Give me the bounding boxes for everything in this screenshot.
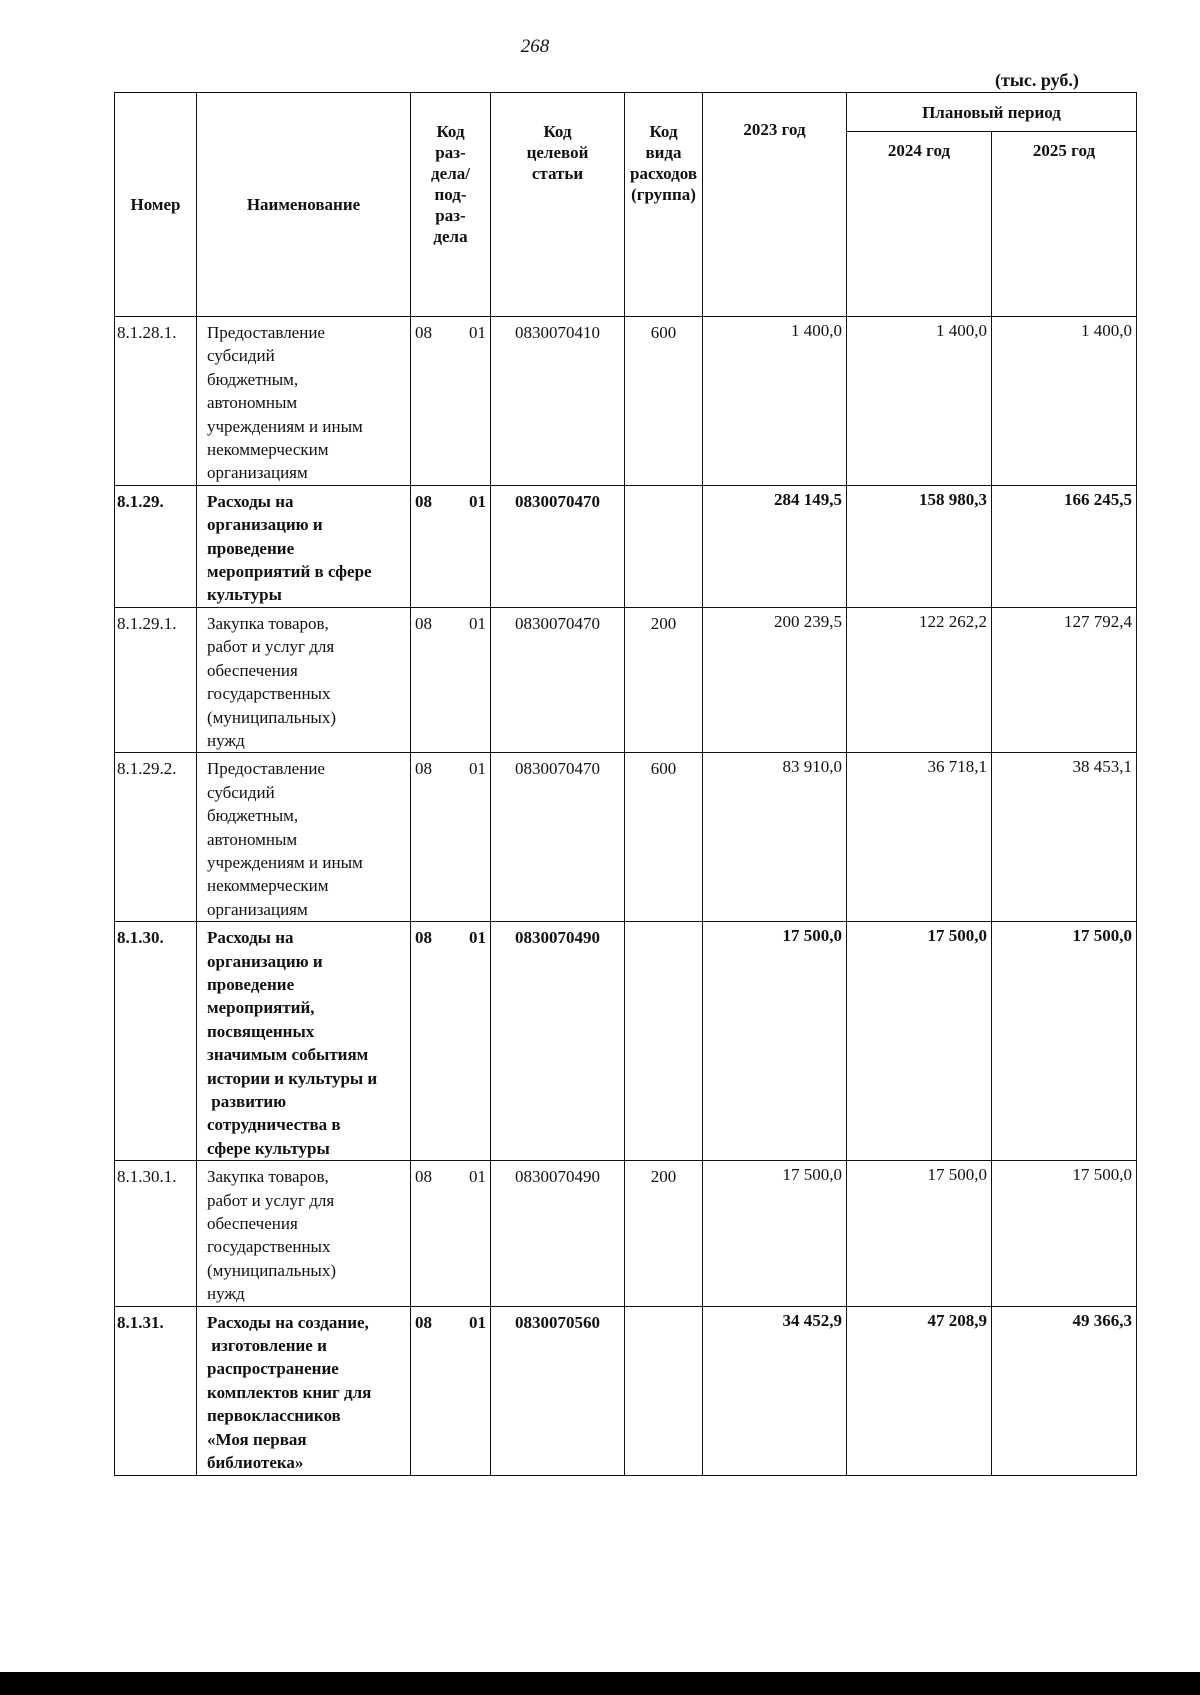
row-razdel: 08 (415, 491, 432, 511)
row-expense-kind (625, 922, 703, 1161)
row-expense-kind: 200 (625, 1161, 703, 1306)
row-value-2023: 200 239,5 (703, 607, 847, 752)
row-name (197, 1161, 411, 1306)
row-name-line: обеспечения (207, 1214, 298, 1234)
row-name-line: субсидий (207, 346, 275, 366)
row-value-2025: 38 453,1 (992, 753, 1137, 922)
row-name-line: распространение (207, 1359, 339, 1379)
row-target-code: 0830070490 (491, 922, 625, 1161)
row-target-code: 0830070470 (491, 607, 625, 752)
row-name-line: проведение (207, 974, 295, 994)
row-value-2024: 17 500,0 (847, 922, 992, 1161)
row-name-line: культуры (207, 585, 282, 605)
row-podrazdel: 01 (469, 759, 486, 779)
row-value-2025: 1 400,0 (992, 317, 1137, 486)
row-section-code (411, 1306, 491, 1475)
row-name-line: работ и услуг для (207, 1190, 335, 1210)
row-name-line: мероприятий в сфере (207, 562, 372, 582)
table-body (115, 317, 1137, 1476)
row-razdel: 08 (415, 323, 432, 342)
scan-bottom-edge (0, 1672, 1200, 1695)
row-value-2025: 127 792,4 (992, 607, 1137, 752)
row-value-2023: 17 500,0 (703, 922, 847, 1161)
header-year-2025: 2025 год (992, 132, 1137, 317)
row-value-2023: 17 500,0 (703, 1161, 847, 1306)
row-name-line: организацию и (207, 515, 323, 535)
row-name-line: значимым событиям (207, 1045, 369, 1065)
row-name-line: развитию (207, 1092, 287, 1111)
table-row (115, 1161, 1137, 1306)
row-expense-kind: 600 (625, 753, 703, 922)
row-podrazdel: 01 (469, 613, 486, 633)
header-year-2023: 2023 год (703, 93, 847, 317)
row-name-line: сфере культуры (207, 1138, 330, 1158)
row-name-line: нужд (207, 730, 245, 750)
row-section-code (411, 485, 491, 607)
row-razdel: 08 (415, 759, 432, 779)
row-podrazdel: 01 (469, 1312, 486, 1332)
row-podrazdel: 01 (469, 491, 486, 511)
row-name-line: Расходы на (207, 928, 294, 948)
row-section-code (411, 317, 491, 486)
row-section-code (411, 922, 491, 1161)
row-name-line: (муниципальных) (207, 1260, 337, 1280)
row-expense-kind (625, 1306, 703, 1475)
row-name-line: сотрудничества в (207, 1115, 341, 1135)
row-name-line: организациям (207, 463, 308, 483)
row-name-line: обеспечения (207, 660, 298, 680)
row-section-code (411, 607, 491, 752)
row-name-line: библиотека» (207, 1453, 304, 1473)
row-number: 8.1.29. (115, 485, 197, 607)
row-name-line: организацию и (207, 951, 323, 971)
row-name-line: изготовление и (207, 1336, 327, 1356)
row-target-code: 0830070560 (491, 1306, 625, 1475)
units-label: (тыс. руб.) (995, 70, 1079, 90)
row-value-2024: 158 980,3 (847, 485, 992, 607)
row-podrazdel: 01 (469, 928, 486, 948)
table-row (115, 485, 1137, 607)
row-podrazdel: 01 (469, 1167, 486, 1187)
row-number: 8.1.31. (115, 1306, 197, 1475)
row-number: 8.1.29.1. (115, 607, 197, 752)
row-name-line: посвященных (207, 1021, 315, 1041)
row-name-line: комплектов книг для (207, 1382, 372, 1402)
row-number: 8.1.29.2. (115, 753, 197, 922)
row-name-line: автономным (207, 829, 298, 849)
row-name-line: мероприятий, (207, 998, 315, 1018)
row-value-2025: 17 500,0 (992, 1161, 1137, 1306)
row-value-2025: 166 245,5 (992, 485, 1137, 607)
row-target-code: 0830070490 (491, 1161, 625, 1306)
row-value-2024: 17 500,0 (847, 1161, 992, 1306)
row-name-line: автономным (207, 393, 298, 413)
row-value-2024: 47 208,9 (847, 1306, 992, 1475)
row-value-2023: 1 400,0 (703, 317, 847, 486)
row-section-code (411, 1161, 491, 1306)
header-year-2024: 2024 год (847, 132, 992, 317)
row-name-line: истории и культуры и (207, 1068, 378, 1088)
row-name-line: Предоставление (207, 759, 325, 779)
row-razdel: 08 (415, 613, 432, 633)
row-section-code (411, 753, 491, 922)
row-expense-kind: 200 (625, 607, 703, 752)
header-row (115, 93, 1137, 132)
row-value-2024: 122 262,2 (847, 607, 992, 752)
row-name (197, 753, 411, 922)
row-name-line: Расходы на (207, 491, 294, 511)
row-name (197, 922, 411, 1161)
row-number: 8.1.30. (115, 922, 197, 1161)
row-name-line: государственных (207, 684, 331, 704)
row-value-2023: 284 149,5 (703, 485, 847, 607)
row-target-code: 0830070410 (491, 317, 625, 486)
row-razdel: 08 (415, 928, 432, 948)
row-name-line: учреждениям и иным (207, 416, 363, 436)
header-target-code: Код целевой статьи (491, 93, 625, 317)
header-name: Наименование (197, 93, 411, 317)
row-name (197, 317, 411, 486)
row-number: 8.1.28.1. (115, 317, 197, 486)
row-name-line: учреждениям и иным (207, 852, 363, 872)
row-name (197, 607, 411, 752)
header-expense-code: Код вида расходов (группа) (625, 93, 703, 317)
table-row (115, 607, 1137, 752)
table-row (115, 1306, 1137, 1475)
row-name-line: организациям (207, 899, 308, 919)
row-name (197, 1306, 411, 1475)
row-expense-kind (625, 485, 703, 607)
header-section-code: Код раз- дела/ под- раз- дела (411, 93, 491, 317)
row-value-2023: 83 910,0 (703, 753, 847, 922)
row-name-line: некоммерческим (207, 876, 329, 896)
row-name-line: бюджетным, (207, 369, 299, 389)
row-number: 8.1.30.1. (115, 1161, 197, 1306)
row-razdel: 08 (415, 1312, 432, 1332)
row-name-line: Закупка товаров, (207, 613, 329, 633)
budget-table (114, 92, 1137, 1476)
page-number: 268 (520, 36, 550, 57)
header-number: Номер (115, 93, 197, 317)
row-value-2025: 17 500,0 (992, 922, 1137, 1161)
row-name-line: работ и услуг для (207, 637, 335, 657)
row-value-2024: 1 400,0 (847, 317, 992, 486)
table-row (115, 317, 1137, 486)
row-name-line: бюджетным, (207, 806, 299, 826)
row-value-2023: 34 452,9 (703, 1306, 847, 1475)
table-row (115, 753, 1137, 922)
header-planned-period: Плановый период (847, 93, 1137, 132)
row-name-line: субсидий (207, 782, 275, 802)
row-name-line: первоклассников (207, 1406, 341, 1426)
row-expense-kind: 600 (625, 317, 703, 486)
row-name-line: проведение (207, 538, 295, 558)
row-name-line: нужд (207, 1284, 245, 1304)
row-target-code: 0830070470 (491, 753, 625, 922)
row-name-line: (муниципальных) (207, 707, 337, 727)
row-target-code: 0830070470 (491, 485, 625, 607)
row-name (197, 485, 411, 607)
row-podrazdel: 01 (469, 323, 486, 342)
table-row (115, 922, 1137, 1161)
row-name-line: некоммерческим (207, 440, 329, 460)
row-razdel: 08 (415, 1167, 432, 1187)
row-name-line: Расходы на создание, (207, 1312, 369, 1332)
row-name-line: «Моя первая (207, 1429, 307, 1449)
row-value-2025: 49 366,3 (992, 1306, 1137, 1475)
row-name-line: Предоставление (207, 323, 325, 342)
row-value-2024: 36 718,1 (847, 753, 992, 922)
row-name-line: государственных (207, 1237, 331, 1257)
row-name-line: Закупка товаров, (207, 1167, 329, 1187)
